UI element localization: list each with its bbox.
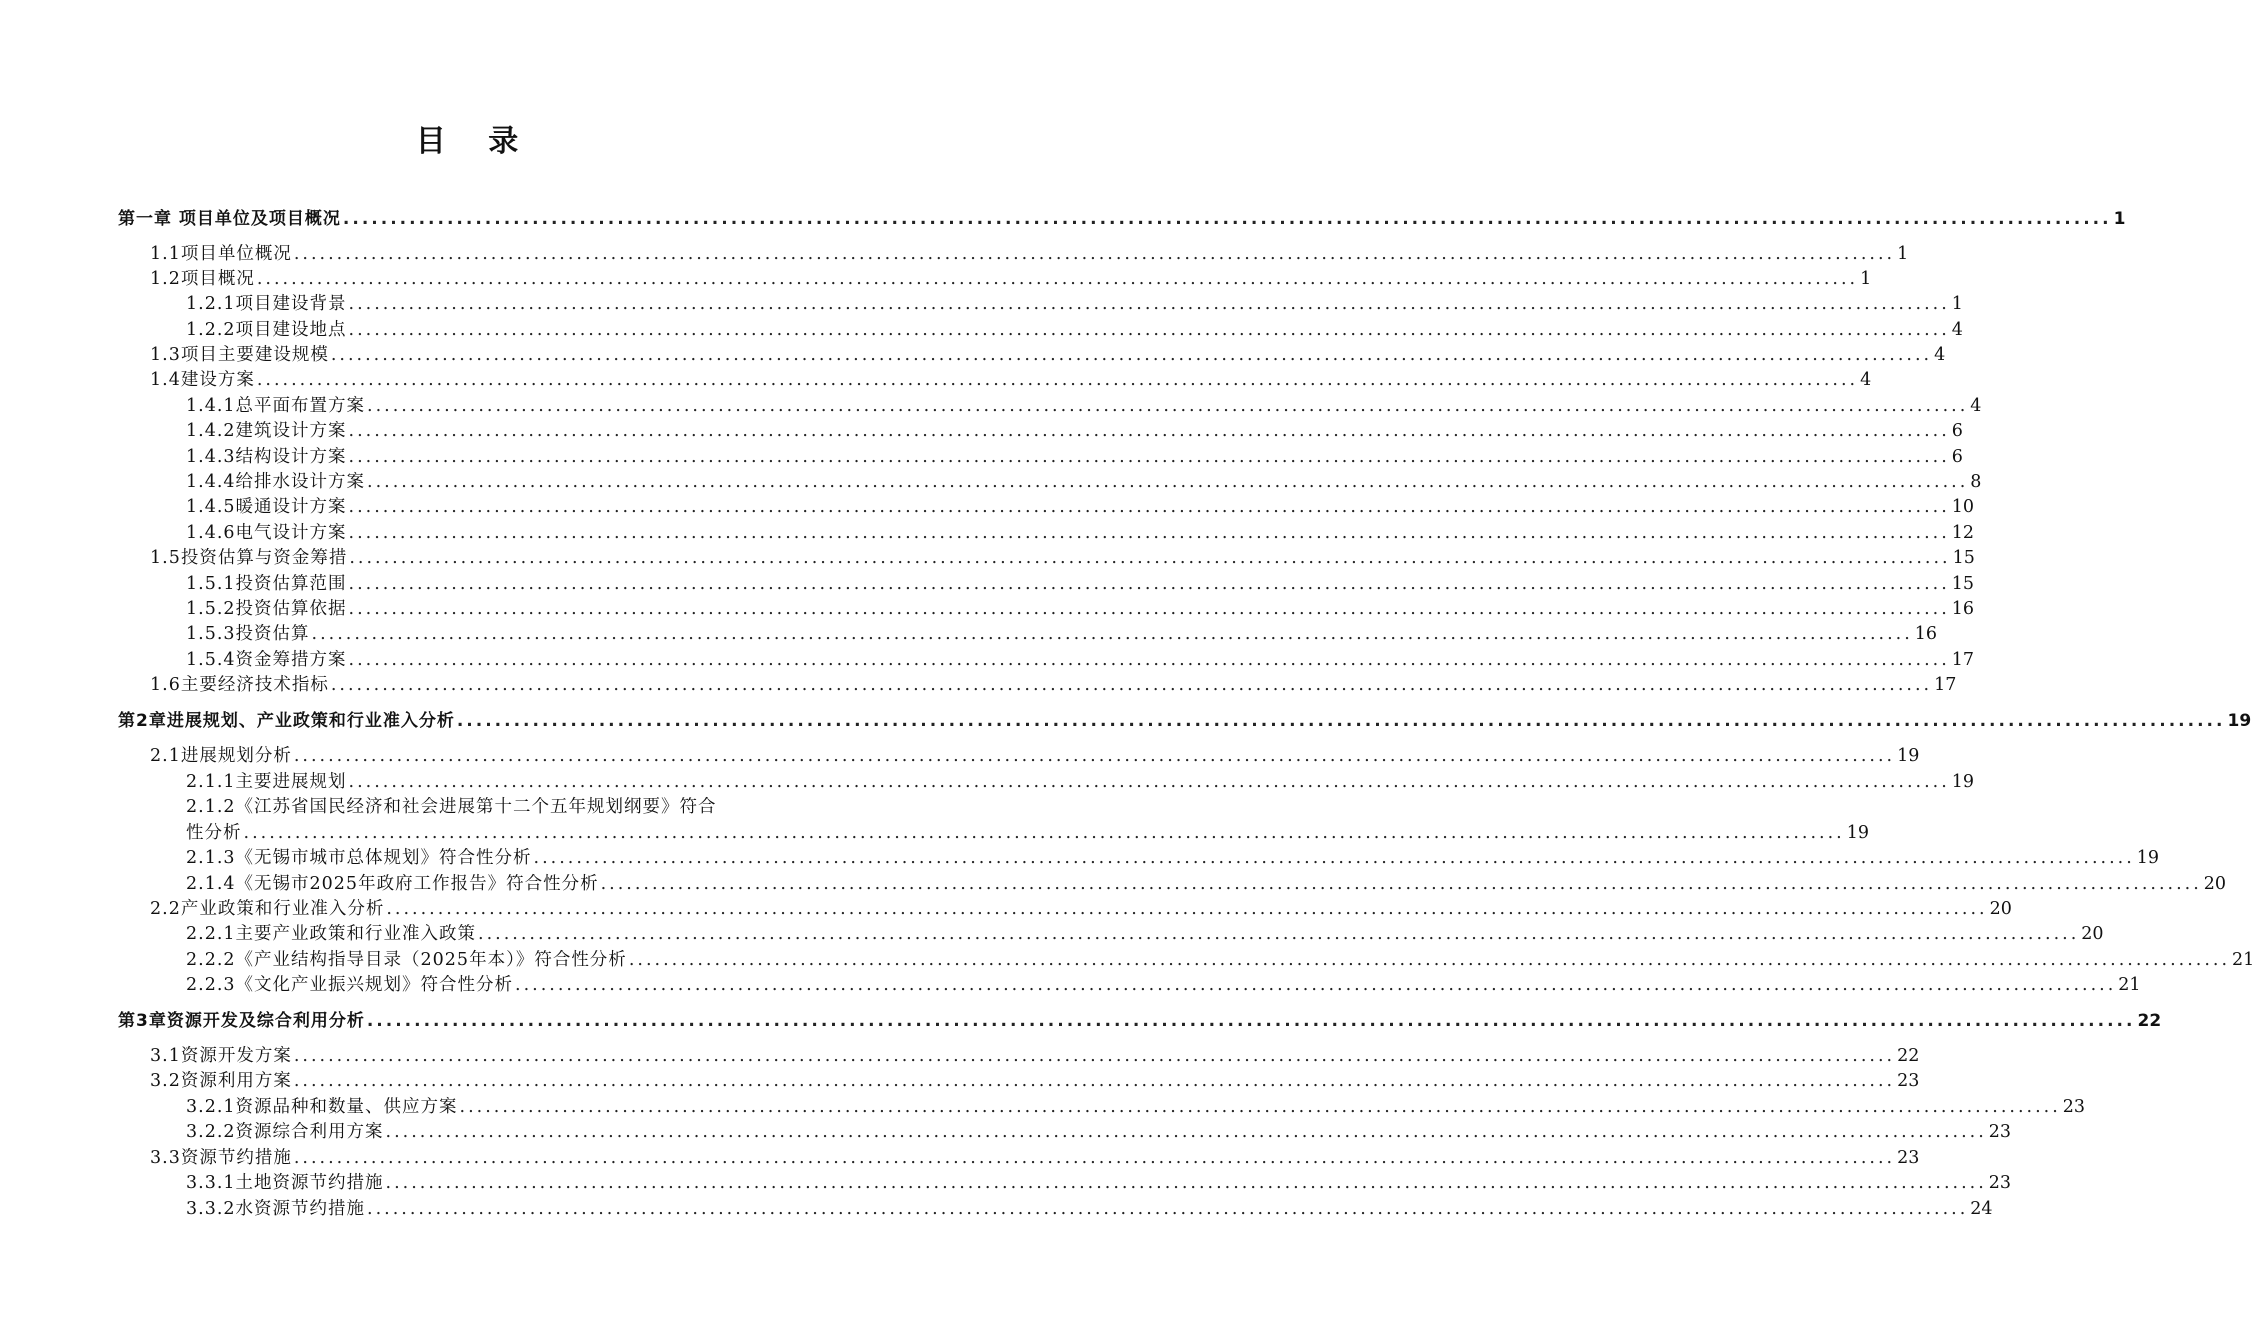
toc-page-number: 17 (1934, 675, 1957, 695)
toc-section-3-1[interactable] (150, 1043, 1920, 1069)
toc-section-1-2[interactable] (150, 266, 1872, 292)
toc-entry-text: 1.5.1投资估算范围 (186, 574, 347, 594)
toc-page-number: 16 (1951, 599, 1975, 619)
dot-leader: ........................................................................................................................................................................................... (348, 447, 1950, 467)
toc-subsection-3-3-1[interactable] (186, 1170, 2012, 1196)
toc-entry-text: 1.4建设方案 (150, 370, 255, 390)
dot-leader: ........................................................................................................................................................................................... (348, 574, 1950, 594)
toc-entry-text: 1.4.2建筑设计方案 (186, 421, 347, 441)
toc-subsection-1-4-4[interactable] (186, 469, 1982, 495)
toc-subsection-1-5-2[interactable] (186, 596, 1975, 622)
toc-page-number: 6 (1951, 421, 1963, 441)
dot-leader: ........................................................................................................................................................................................... (385, 1173, 1987, 1193)
toc-section-1-5[interactable] (150, 545, 1975, 571)
toc-chapter-3[interactable] (118, 1008, 2162, 1034)
dot-leader: ........................................................................................................................................................................................... (386, 899, 1988, 919)
dot-leader: ........................................................................................................................................................................................... (330, 675, 1933, 695)
toc-page-number: 1 (1860, 269, 1872, 289)
dot-leader: ........................................................................................................................................................................................... (293, 1071, 1896, 1091)
toc-entry-text: 3.1资源开发方案 (150, 1046, 292, 1066)
toc-subsection-1-5-3[interactable] (186, 621, 1938, 647)
dot-leader: ........................................................................................................................................................................................... (256, 370, 1859, 390)
toc-page-number: 1 (1951, 294, 1963, 314)
dot-leader: ........................................................................................................................................................................................... (293, 1148, 1896, 1168)
dot-leader: ........................................................................................................................................................................................... (348, 497, 1950, 517)
toc-subsection-1-2-2[interactable] (186, 317, 1963, 343)
toc-entry-text: 1.5.3投资估算 (186, 624, 310, 644)
toc-entry-text: 1.2.1项目建设背景 (186, 294, 347, 314)
toc-subsection-1-5-4[interactable] (186, 647, 1975, 673)
toc-subsection-2-1-2[interactable] (186, 820, 1870, 846)
toc-page-number: 23 (1988, 1122, 2012, 1142)
dot-leader: ........................................................................................................................................................................................... (293, 244, 1896, 264)
toc-page-number: 4 (1970, 396, 1982, 416)
dot-leader: ........................................................................................................................................................................................... (293, 746, 1896, 766)
toc-page-number: 4 (1860, 370, 1872, 390)
dot-leader: ........................................................................................................................................................................................... (456, 711, 2226, 731)
toc-entry-text: 性分析 (186, 823, 242, 843)
toc-subsection-2-1-2-line1[interactable]: 2.1.2《江苏省国民经济和社会进展第十二个五年规划纲要》符合 (186, 797, 717, 817)
toc-entry-text: 1.4.4给排水设计方案 (186, 472, 366, 492)
dot-leader: ........................................................................................................................................................................................... (342, 209, 2112, 229)
toc-section-1-6[interactable] (150, 672, 1957, 698)
toc-subsection-2-1-3[interactable] (186, 845, 2160, 871)
dot-leader: ........................................................................................................................................................................................... (600, 874, 2202, 894)
toc-entry-text: 1.3项目主要建设规模 (150, 345, 329, 365)
toc-subsection-3-2-2[interactable] (186, 1119, 2012, 1145)
toc-entry-text: 1.1项目单位概况 (150, 244, 292, 264)
toc-page-number: 4 (1934, 345, 1946, 365)
toc-subsection-2-1-4[interactable] (186, 871, 2227, 897)
toc-entry-text: 1.4.3结构设计方案 (186, 447, 347, 467)
toc-entry-text: 3.2.2资源综合利用方案 (186, 1122, 384, 1142)
toc-entry-text: 2.1.3《无锡市城市总体规划》符合性分析 (186, 848, 532, 868)
dot-leader: ........................................................................................................................................................................................... (293, 1046, 1896, 1066)
toc-page-number: 19 (1846, 823, 1870, 843)
toc-page-number: 22 (2137, 1011, 2162, 1031)
toc-section-3-3[interactable] (150, 1145, 1920, 1171)
toc-subsection-1-2-1[interactable] (186, 291, 1963, 317)
toc-page-number: 12 (1951, 523, 1975, 543)
toc-entry-text: 第2章进展规划、产业政策和行业准入分析 (118, 711, 455, 731)
dot-leader: ........................................................................................................................................................................................... (628, 950, 2231, 970)
dot-leader: ........................................................................................................................................................................................... (515, 975, 2117, 995)
toc-page-number: 23 (2062, 1097, 2086, 1117)
toc-entry-text: 1.2项目概况 (150, 269, 255, 289)
dot-leader: ........................................................................................................................................................................................... (349, 548, 1951, 568)
toc-section-3-2[interactable] (150, 1068, 1920, 1094)
toc-entry-text: 第3章资源开发及综合利用分析 (118, 1011, 365, 1031)
toc-subsection-3-2-1[interactable] (186, 1094, 2086, 1120)
dot-leader: ........................................................................................................................................................................................... (367, 396, 1969, 416)
toc-subsection-1-4-2[interactable] (186, 418, 1963, 444)
dot-leader: ........................................................................................................................................................................................... (367, 472, 1969, 492)
toc-subsection-2-1-1[interactable] (186, 769, 1975, 795)
dot-leader: ........................................................................................................................................................................................... (330, 345, 1933, 365)
toc-page-number: 1 (2113, 209, 2126, 229)
toc-entry-text: 2.2.2《产业结构指导目录（2025年本）》符合性分析 (186, 950, 627, 970)
toc-page-number: 19 (2136, 848, 2160, 868)
toc-page-number: 15 (1952, 548, 1975, 568)
toc-chapter-1[interactable] (118, 206, 2126, 232)
toc-subsection-2-2-1[interactable] (186, 921, 2104, 947)
toc-entry-text: 2.1.4《无锡市2025年政府工作报告》符合性分析 (186, 874, 599, 894)
toc-entry-text: 1.2.2项目建设地点 (186, 320, 347, 340)
toc-entry-text: 2.2.3《文化产业振兴规划》符合性分析 (186, 975, 514, 995)
toc-entry-text: 1.4.1总平面布置方案 (186, 396, 366, 416)
toc-page-number: 20 (2081, 924, 2104, 944)
toc-entry-text: 2.1进展规划分析 (150, 746, 292, 766)
toc-page-number: 19 (1897, 746, 1920, 766)
dot-leader: ........................................................................................................................................................................................... (348, 599, 1950, 619)
dot-leader: ........................................................................................................................................................................................... (366, 1011, 2136, 1031)
toc-subsection-1-4-5[interactable] (186, 494, 1975, 520)
dot-leader: ........................................................................................................................................................................................... (385, 1122, 1987, 1142)
toc-entry-text: 1.4.5暖通设计方案 (186, 497, 347, 517)
toc-section-1-1[interactable] (150, 241, 1909, 267)
toc-subsection-1-4-1[interactable] (186, 393, 1982, 419)
toc-entry-text: 3.2资源利用方案 (150, 1071, 292, 1091)
dot-leader: ........................................................................................................................................................................................... (533, 848, 2135, 868)
dot-leader: ........................................................................................................................................................................................... (348, 421, 1950, 441)
dot-leader: ........................................................................................................................................................................................... (459, 1097, 2061, 1117)
toc-page-number: 20 (2203, 874, 2227, 894)
toc-page-number: 17 (1951, 650, 1975, 670)
dot-leader: ........................................................................................................................................................................................... (348, 772, 1950, 792)
dot-leader: ........................................................................................................................................................................................... (478, 924, 2080, 944)
dot-leader: ........................................................................................................................................................................................... (256, 269, 1859, 289)
toc-page-number: 6 (1951, 447, 1963, 467)
toc-page-number: 19 (1951, 772, 1975, 792)
toc-section-2-2[interactable] (150, 896, 2012, 922)
toc-entry-text: 3.2.1资源品种和数量、供应方案 (186, 1097, 458, 1117)
toc-entry-text: 3.3.1土地资源节约措施 (186, 1173, 384, 1193)
toc-entry-text: 2.2产业政策和行业准入分析 (150, 899, 385, 919)
toc-page-number: 16 (1914, 624, 1938, 644)
dot-leader: ........................................................................................................................................................................................... (367, 1199, 1969, 1219)
toc-entry-text: 1.6主要经济技术指标 (150, 675, 329, 695)
toc-entry-text: 3.3资源节约措施 (150, 1148, 292, 1168)
toc-section-1-4[interactable] (150, 367, 1872, 393)
toc-subsection-1-4-6[interactable] (186, 520, 1975, 546)
toc-subsection-1-5-1[interactable] (186, 571, 1975, 597)
toc-entry-text: 第一章 项目单位及项目概况 (118, 209, 341, 229)
toc-section-1-3[interactable] (150, 342, 1946, 368)
toc-entry-text: 2.1.1主要进展规划 (186, 772, 347, 792)
dot-leader: ........................................................................................................................................................................................... (348, 523, 1950, 543)
toc-entry-text: 1.5投资估算与资金筹措 (150, 548, 348, 568)
toc-page-number: 21 (2118, 975, 2141, 995)
toc-entry-text: 1.4.6电气设计方案 (186, 523, 347, 543)
toc-chapter-2[interactable] (118, 708, 2252, 734)
toc-page-number: 1 (1897, 244, 1909, 264)
toc-subsection-2-2-2[interactable] (186, 947, 2254, 973)
toc-page-number: 19 (2227, 711, 2252, 731)
dot-leader: ........................................................................................................................................................................................... (311, 624, 1913, 644)
toc-page-number: 21 (2232, 950, 2254, 970)
page-title: 目 录 (415, 124, 535, 159)
dot-leader: ........................................................................................................................................................................................... (348, 650, 1950, 670)
toc-page-number: 4 (1951, 320, 1963, 340)
toc-subsection-1-4-3[interactable] (186, 444, 1963, 470)
dot-leader: ........................................................................................................................................................................................... (243, 823, 1845, 843)
toc-page-number: 20 (1989, 899, 2012, 919)
toc-subsection-2-2-3[interactable] (186, 972, 2141, 998)
toc-page-number: 23 (1897, 1071, 1920, 1091)
toc-subsection-3-3-2[interactable] (186, 1196, 1993, 1222)
toc-entry-text: 2.2.1主要产业政策和行业准入政策 (186, 924, 477, 944)
toc-page-number: 22 (1897, 1046, 1920, 1066)
toc-page-number: 23 (1897, 1148, 1920, 1168)
toc-entry-text: 1.5.4资金筹措方案 (186, 650, 347, 670)
toc-entry-text: 3.3.2水资源节约措施 (186, 1199, 366, 1219)
toc-section-2-1[interactable] (150, 743, 1920, 769)
dot-leader: ........................................................................................................................................................................................... (348, 320, 1950, 340)
toc-page-number: 15 (1951, 574, 1975, 594)
toc-page-number: 24 (1970, 1199, 1993, 1219)
toc-entry-text: 1.5.2投资估算依据 (186, 599, 347, 619)
toc-page-number: 23 (1988, 1173, 2012, 1193)
dot-leader: ........................................................................................................................................................................................... (348, 294, 1950, 314)
toc-page-number: 10 (1951, 497, 1975, 517)
toc-page-number: 8 (1970, 472, 1982, 492)
